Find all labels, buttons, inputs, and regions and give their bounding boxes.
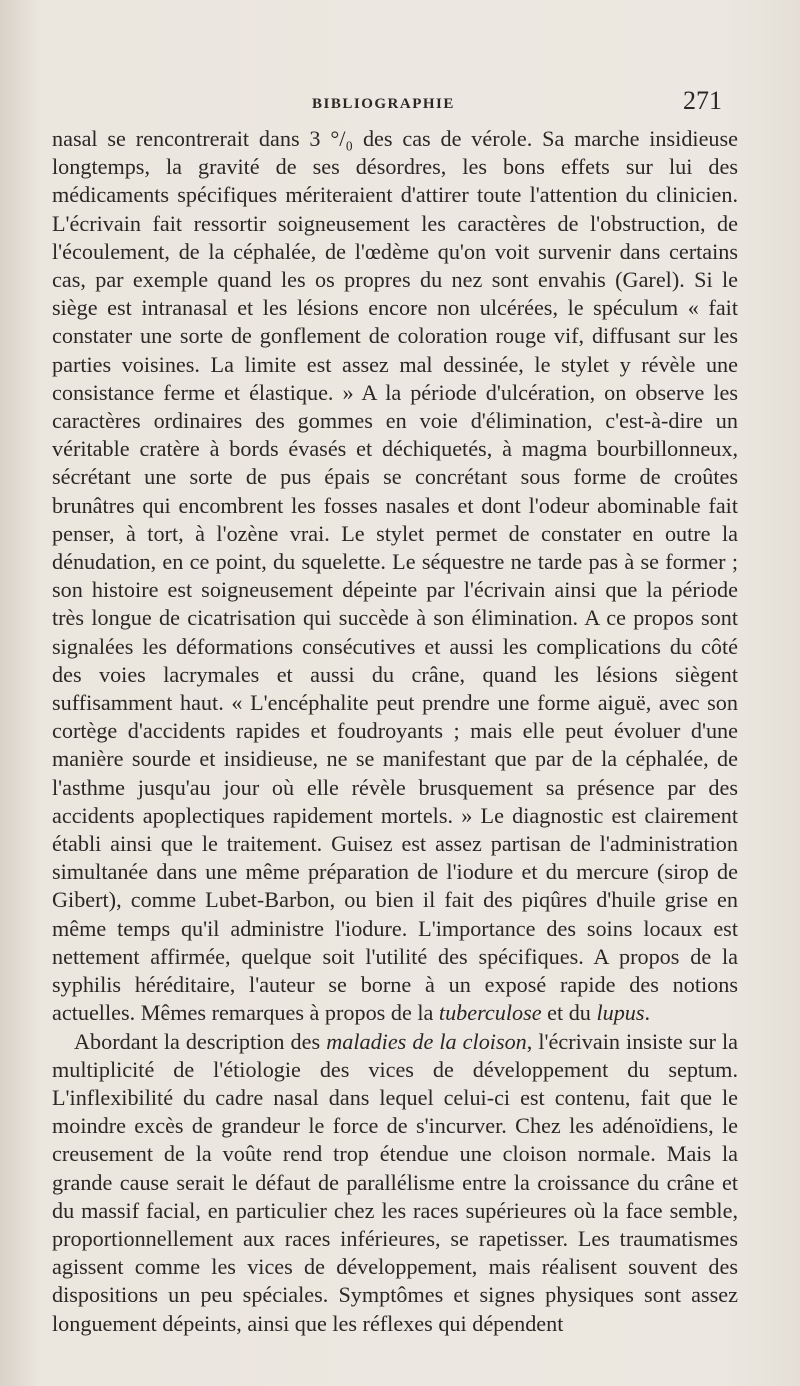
page-header — [312, 86, 722, 120]
italic-term: maladies de la cloison — [326, 1028, 527, 1054]
italic-term: lupus — [596, 1000, 645, 1026]
paragraph-1: nasal se rencontrerait dans 3 °/₀ des cas de vérole. Sa marche insidieuse longtemps, la gravité de ses désordres, les bons effets sur lui des médicaments spécifiques mériteraient d'attirer toute l'attention du clinicien. L'écrivain fait ressortir soigneusement les caractères de l'obstruction, de l'écoulement, de la céphalée, de l'œdème qu'on voit survenir dans certains cas, par exemple quand les os propres du nez sont envahis (Garel). Si le siège est intranasal et les lésions encore non ulcérées, le spéculum « fait constater une sorte de gonflement de coloration rouge vif, diffusant sur les parties voisines. La limite est assez mal dessinée, le stylet y révèle une consistance ferme et élastique. » A la période d'ulcération, on observe les caractères ordinaires des gommes en voie d'élimination, c'est-à-dire un véritable cratère à bords évasés et déchiquetés, à magma bourbillonneux, sécrétant une sorte de pus épais se concrétant sous forme de croûtes brunâtres qui encombrent les fosses nasales et dont l'odeur abominable fait penser, à tort, à l'ozène vrai. Le stylet permet de constater en outre la dénudation, en ce point, du squelette. Le séquestre ne tarde pas à se former ; son histoire est soigneusement dépeinte par l'écrivain ainsi que la période très longue de cicatrisation qui succède à son élimination. A ce propos sont signalées les déformations consécutives et aussi les complications du côté des voies lacrymales et aussi du crâne, quand les lésions siègent suffisamment haut. « L'encéphalite peut prendre une forme aiguë, avec son cortège d'accidents rapides et foudroyants ; mais elle peut évoluer d'une manière sourde et insidieuse, ne se manifestant que par de la céphalée, de l'asthme jusqu'au jour où elle révèle brusquement sa présence par des accidents apoplectiques rapidement mortels. » Le diagnostic est clairement établi ainsi que le traitement. Guisez est assez partisan de l'administration simultanée dans une même préparation de l'iodure et du mercure (sirop de Gibert), comme Lubet-Barbon, ou bien il fait des piqûres d'huile grise en même temps qu'il administre l'iodure. L'importance des soins locaux est nettement affirmée, quelque soit l'utilité des spécifiques. A propos de la syphilis héréditaire, l'auteur se borne à un exposé rapide des notions actuelles. Mêmes remarques à propos de la tuberculose et du lupus. — [52, 126, 738, 1026]
body-text — [52, 125, 738, 1338]
paragraph-2: Abordant la description des maladies de la cloison, l'écrivain insiste sur la multiplicité de l'étiologie des vices de développement du septum. L'inflexibilité du cadre nasal dans lequel celui-ci est contenu, fait que le moindre excès de grandeur le force de s'incurver. Chez les adénoïdiens, le creusement de la voûte rend trop étendue une cloison normale. Mais la grande cause serait le défaut de parallélisme entre la croissance du crâne et du massif facial, en particulier chez les races supérieures où la face semble, proportionnellement aux races inférieures, se rapetisser. Les traumatismes agissent comme les vices de développement, mais réalisent souvent des dispositions un peu spéciales. Symptômes et signes physiques sont assez longuement dépeints, ainsi que les réflexes qui dépendent — [52, 1028, 738, 1336]
running-head: BIBLIOGRAPHIE — [312, 96, 455, 112]
page-number: 271 — [683, 86, 722, 115]
italic-term: tuberculose — [438, 1000, 542, 1026]
